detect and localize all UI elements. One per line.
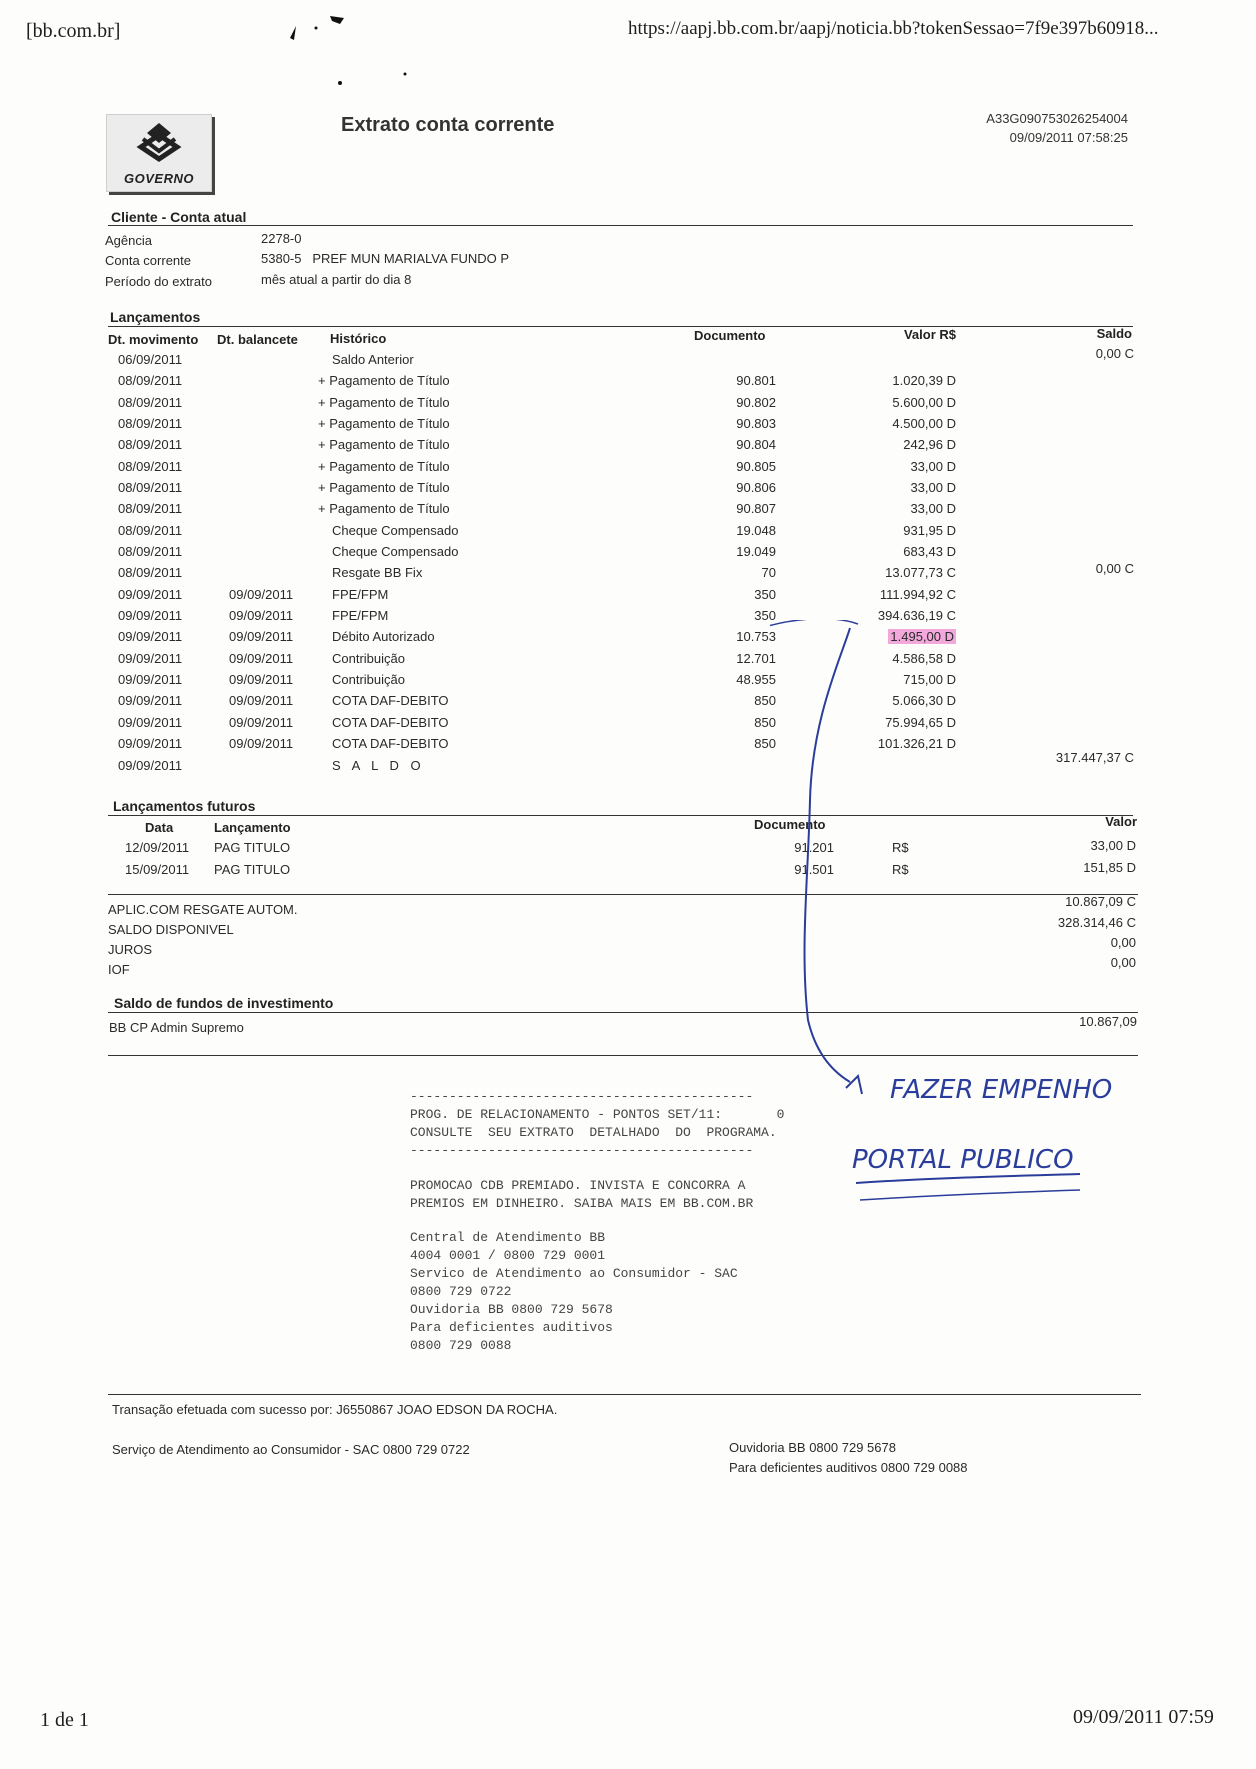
cell-dt-balancete-text: 09/09/2011 bbox=[229, 736, 294, 751]
cell-dt-balancete-text: 09/09/2011 bbox=[229, 672, 294, 687]
cell-historico bbox=[332, 352, 414, 367]
cell-dt-balancete-text: 09/09/2011 bbox=[229, 693, 294, 708]
field-label-agencia: Agência bbox=[105, 233, 152, 248]
col-header-saldo: Saldo bbox=[1096, 326, 1132, 341]
contact-line: Central de Atendimento BB bbox=[410, 1230, 606, 1245]
scan-specks bbox=[280, 8, 420, 93]
ouvidoria-info: Ouvidoria BB 0800 729 5678 bbox=[729, 1440, 896, 1455]
cell-dt-movimento-text: 08/09/2011 bbox=[118, 373, 183, 388]
cell-dt-balancete bbox=[229, 587, 293, 602]
message-dashes-bottom: -------------------------------------------- bbox=[410, 1143, 754, 1158]
cell-lancamento: PAG TITULO bbox=[214, 862, 291, 877]
cell-dt-movimento-text: 08/09/2011 bbox=[118, 395, 183, 410]
cell-dt-movimento bbox=[118, 672, 182, 687]
cell-documento bbox=[680, 651, 776, 666]
table-row bbox=[0, 587, 1256, 608]
cell-valor bbox=[830, 480, 956, 495]
cell-valor-text: 4.500,00 D bbox=[892, 416, 956, 431]
cell-valor bbox=[830, 544, 956, 559]
cell-documento bbox=[680, 587, 776, 602]
cell-documento-text: 70 bbox=[761, 565, 776, 580]
table-row bbox=[0, 437, 1256, 458]
cell-dt-balancete-text: 09/09/2011 bbox=[229, 608, 294, 623]
cell-historico-text: FPE/FPM bbox=[332, 587, 389, 602]
cell-documento bbox=[680, 715, 776, 730]
table-row bbox=[0, 561, 1256, 586]
cell-historico bbox=[332, 523, 458, 538]
cell-documento bbox=[680, 672, 776, 687]
cell-historico bbox=[332, 715, 449, 730]
cell-documento-text: 19.049 bbox=[736, 544, 776, 559]
cell-historico-text: + Pagamento de Título bbox=[318, 373, 450, 388]
contact-line: Para deficientes auditivos bbox=[410, 1320, 613, 1335]
cell-dt-movimento bbox=[118, 459, 182, 474]
contact-line: 4004 0001 / 0800 729 0001 bbox=[410, 1248, 606, 1263]
cell-documento-text: 90.807 bbox=[736, 501, 776, 516]
logo-text: GOVERNO bbox=[124, 171, 194, 186]
table-row bbox=[0, 480, 1256, 501]
cell-documento-text: 90.805 bbox=[736, 459, 776, 474]
cell-lancamento: PAG TITULO bbox=[214, 840, 291, 855]
resumo-value: 0,00 bbox=[1110, 955, 1136, 970]
cell-dt-movimento-text: 09/09/2011 bbox=[118, 629, 183, 644]
cell-dt-movimento-text: 08/09/2011 bbox=[118, 523, 183, 538]
cell-valor bbox=[830, 523, 956, 538]
cell-documento bbox=[680, 416, 776, 431]
cell-dt-movimento-text: 09/09/2011 bbox=[118, 758, 183, 773]
message-dashes-top: -------------------------------------------- bbox=[410, 1089, 754, 1104]
table-row bbox=[0, 501, 1256, 522]
cell-dt-movimento-text: 09/09/2011 bbox=[118, 672, 183, 687]
cell-dt-movimento-text: 09/09/2011 bbox=[118, 608, 183, 623]
field-label-periodo: Período do extrato bbox=[105, 274, 212, 289]
cell-dt-balancete bbox=[229, 715, 293, 730]
cell-valor-text: 4.586,58 D bbox=[892, 651, 956, 666]
cell-valor bbox=[830, 416, 956, 431]
cell-dt-movimento bbox=[118, 693, 182, 708]
cell-historico-text: + Pagamento de Título bbox=[318, 395, 450, 410]
cell-valor bbox=[830, 437, 956, 452]
cell-historico bbox=[332, 629, 435, 644]
cell-dt-movimento bbox=[118, 758, 182, 773]
cell-historico-text: Débito Autorizado bbox=[332, 629, 435, 644]
transaction-info: Transação efetuada com sucesso por: J6550867 JOAO EDSON DA ROCHA. bbox=[112, 1402, 558, 1417]
section-title-futuros: Lançamentos futuros bbox=[113, 798, 256, 814]
cell-historico-text: Cheque Compensado bbox=[332, 544, 459, 559]
cell-historico bbox=[318, 373, 450, 388]
section-title-fundos: Saldo de fundos de investimento bbox=[114, 995, 334, 1011]
table-row bbox=[0, 523, 1256, 544]
document-datetime: 09/09/2011 07:58:25 bbox=[1009, 130, 1128, 145]
cell-historico bbox=[318, 459, 450, 474]
cell-dt-movimento bbox=[118, 523, 182, 538]
cell-dt-balancete bbox=[229, 629, 293, 644]
cell-historico-text: COTA DAF-DEBITO bbox=[332, 693, 449, 708]
cell-dt-balancete-text: 09/09/2011 bbox=[229, 629, 294, 644]
table-row bbox=[0, 373, 1256, 394]
cell-dt-movimento-text: 09/09/2011 bbox=[118, 736, 183, 751]
cell-valor: 33,00 D bbox=[1090, 838, 1136, 853]
cell-historico bbox=[332, 565, 422, 580]
cell-documento bbox=[680, 693, 776, 708]
cell-valor-text: 1.495,00 D bbox=[890, 629, 954, 644]
cell-valor-text: 5.600,00 D bbox=[892, 395, 956, 410]
message-promo-line1: PROMOCAO CDB PREMIADO. INVISTA E CONCORRA A bbox=[410, 1178, 746, 1193]
cell-dt-movimento bbox=[118, 416, 182, 431]
cell-dt-balancete bbox=[229, 736, 293, 751]
cell-historico-text: + Pagamento de Título bbox=[318, 459, 450, 474]
cell-valor bbox=[830, 501, 956, 516]
table-row bbox=[0, 416, 1256, 437]
cell-historico-text: Saldo Anterior bbox=[332, 352, 414, 367]
cell-documento-text: 850 bbox=[754, 736, 776, 751]
cell-documento bbox=[680, 736, 776, 751]
cell-dt-movimento-text: 08/09/2011 bbox=[118, 459, 183, 474]
cell-dt-balancete-text: 09/09/2011 bbox=[229, 715, 294, 730]
cell-dt-balancete-text: 09/09/2011 bbox=[229, 651, 294, 666]
cell-historico bbox=[332, 651, 405, 666]
cell-historico-text: + Pagamento de Título bbox=[318, 480, 450, 495]
cell-historico-text: Contribuição bbox=[332, 672, 405, 687]
cell-saldo-text: 317.447,37 C bbox=[1055, 750, 1134, 765]
browser-url: https://aapj.bb.com.br/aapj/noticia.bb?tokenSessao=7f9e397b60918... bbox=[628, 18, 1159, 39]
cell-historico bbox=[332, 587, 388, 602]
cell-historico-text: Contribuição bbox=[332, 651, 405, 666]
cell-historico-text: + Pagamento de Título bbox=[318, 416, 450, 431]
cell-historico bbox=[318, 437, 450, 452]
contact-line: 0800 729 0088 bbox=[410, 1338, 512, 1353]
cell-historico-text: Cheque Compensado bbox=[332, 523, 459, 538]
handwritten-line2: PORTAL PUBLICO bbox=[852, 1145, 1074, 1175]
cell-historico bbox=[318, 395, 450, 410]
col-header-dt-movimento: Dt. movimento bbox=[108, 332, 199, 347]
col-header-documento: Documento bbox=[694, 328, 766, 343]
cell-valor: 151,85 D bbox=[1083, 860, 1136, 875]
cell-dt-movimento bbox=[118, 544, 182, 559]
sac-info: Serviço de Atendimento ao Consumidor - SAC 0800 729 0722 bbox=[112, 1442, 470, 1457]
cell-valor bbox=[830, 587, 956, 602]
cell-dt-movimento-text: 09/09/2011 bbox=[118, 693, 183, 708]
contact-line: 0800 729 0722 bbox=[410, 1284, 512, 1299]
cell-dt-balancete bbox=[229, 651, 293, 666]
resumo-label: IOF bbox=[108, 962, 130, 977]
cell-historico bbox=[318, 480, 450, 495]
cell-dt-movimento-text: 08/09/2011 bbox=[118, 416, 183, 431]
cell-dt-movimento-text: 08/09/2011 bbox=[118, 544, 183, 559]
cell-dt-movimento bbox=[118, 373, 182, 388]
cell-valor-text: 715,00 D bbox=[903, 672, 956, 687]
cell-dt-movimento-text: 08/09/2011 bbox=[118, 480, 183, 495]
cell-documento bbox=[680, 395, 776, 410]
page-count: 1 de 1 bbox=[40, 1709, 89, 1731]
cell-documento-text: 350 bbox=[754, 587, 776, 602]
cell-dt-movimento bbox=[118, 501, 182, 516]
cell-historico bbox=[332, 544, 458, 559]
print-datetime: 09/09/2011 07:59 bbox=[1073, 1706, 1214, 1728]
fund-value: 10.867,09 bbox=[1079, 1014, 1137, 1029]
field-value-agencia: 2278-0 bbox=[261, 231, 302, 246]
cell-historico bbox=[332, 758, 425, 773]
cell-documento bbox=[680, 544, 776, 559]
cell-dt-movimento bbox=[118, 608, 182, 623]
message-prog-line1: PROG. DE RELACIONAMENTO - PONTOS SET/11: 0 bbox=[410, 1107, 785, 1122]
handwritten-line1: FAZER EMPENHO bbox=[890, 1075, 1113, 1105]
cell-valor-text: 33,00 D bbox=[910, 480, 956, 495]
resumo-label: JUROS bbox=[108, 942, 153, 957]
cell-saldo-text: 0,00 C bbox=[1095, 346, 1134, 361]
cell-moeda: R$ bbox=[892, 862, 909, 877]
cell-dt-movimento bbox=[118, 352, 182, 367]
cell-historico-text: Resgate BB Fix bbox=[332, 565, 423, 580]
cell-dt-movimento bbox=[118, 736, 182, 751]
section-title-cliente: Cliente - Conta atual bbox=[111, 209, 247, 225]
cell-historico bbox=[332, 736, 449, 751]
cell-dt-movimento-text: 08/09/2011 bbox=[118, 437, 183, 452]
cell-dt-movimento bbox=[118, 715, 182, 730]
cell-documento-text: 19.048 bbox=[736, 523, 776, 538]
cell-valor-text: 75.994,65 D bbox=[885, 715, 956, 730]
cell-valor bbox=[830, 373, 956, 388]
cell-valor-text: 683,43 D bbox=[903, 544, 956, 559]
col-header-valor: Valor R$ bbox=[903, 327, 956, 342]
cell-documento bbox=[680, 437, 776, 452]
cell-documento-text: 90.804 bbox=[736, 437, 776, 452]
field-value-conta: 5380-5 PREF MUN MARIALVA FUNDO P bbox=[261, 251, 510, 266]
cell-documento-text: 850 bbox=[754, 693, 776, 708]
cell-dt-movimento bbox=[118, 395, 182, 410]
fund-name: BB CP Admin Supremo bbox=[109, 1020, 244, 1035]
cell-dt-movimento bbox=[118, 437, 182, 452]
contact-line: Ouvidoria BB 0800 729 5678 bbox=[410, 1302, 613, 1317]
cell-valor bbox=[830, 459, 956, 474]
bb-logo-icon bbox=[133, 121, 185, 167]
cell-documento-text: 90.802 bbox=[736, 395, 776, 410]
cell-documento bbox=[680, 373, 776, 388]
table-row bbox=[0, 395, 1256, 416]
cell-valor bbox=[830, 395, 956, 410]
cell-saldo bbox=[1000, 346, 1134, 361]
cell-historico bbox=[318, 501, 450, 516]
cell-dt-movimento-text: 09/09/2011 bbox=[118, 651, 183, 666]
bank-logo bbox=[106, 114, 212, 192]
handwritten-annotation bbox=[770, 620, 1170, 1220]
col-header-lancamento: Lançamento bbox=[214, 820, 291, 835]
divider bbox=[108, 326, 1133, 327]
cell-valor-text: 931,95 D bbox=[903, 523, 956, 538]
resumo-value: 328.314,46 C bbox=[1057, 915, 1136, 930]
cell-valor-text: 111.994,92 C bbox=[879, 587, 956, 602]
cell-valor bbox=[830, 565, 956, 580]
cell-documento bbox=[680, 501, 776, 516]
cell-documento-text: 850 bbox=[754, 715, 776, 730]
cell-documento-text: 48.955 bbox=[736, 672, 776, 687]
cell-documento bbox=[680, 565, 776, 580]
cell-valor-text: 33,00 D bbox=[910, 501, 956, 516]
cell-data: 15/09/2011 bbox=[125, 862, 190, 877]
cell-documento: 91.201 bbox=[794, 840, 834, 855]
cell-documento bbox=[680, 459, 776, 474]
resumo-label: SALDO DISPONIVEL bbox=[108, 922, 234, 937]
col-header-historico: Histórico bbox=[330, 331, 387, 346]
cell-dt-balancete bbox=[229, 693, 293, 708]
cell-historico-text: S A L D O bbox=[332, 758, 425, 773]
cell-dt-movimento bbox=[118, 629, 182, 644]
cell-historico bbox=[332, 672, 405, 687]
cell-dt-movimento bbox=[118, 480, 182, 495]
table-row bbox=[0, 346, 1256, 373]
col-header-fut-valor: Valor bbox=[1105, 814, 1137, 829]
page-title: Extrato conta corrente bbox=[341, 114, 555, 136]
cell-dt-movimento bbox=[118, 587, 182, 602]
cell-historico-text: + Pagamento de Título bbox=[318, 501, 450, 516]
cell-documento-text: 10.753 bbox=[736, 629, 776, 644]
cell-documento-text: 90.801 bbox=[736, 373, 776, 388]
cell-valor-text: 13.077,73 C bbox=[885, 565, 956, 580]
cell-documento-text: 12.701 bbox=[736, 651, 776, 666]
section-title-lancamentos: Lançamentos bbox=[110, 309, 201, 325]
cell-dt-movimento-text: 08/09/2011 bbox=[118, 565, 183, 580]
col-header-fut-documento: Documento bbox=[754, 817, 826, 832]
message-promo-line2: PREMIOS EM DINHEIRO. SAIBA MAIS EM BB.COM.BR bbox=[410, 1196, 754, 1211]
cell-valor-text: 5.066,30 D bbox=[892, 693, 956, 708]
message-prog-line2: CONSULTE SEU EXTRATO DETALHADO DO PROGRAMA. bbox=[410, 1125, 777, 1140]
field-label-conta: Conta corrente bbox=[105, 253, 191, 268]
resumo-value: 0,00 bbox=[1110, 935, 1136, 950]
cell-valor-text: 394.636,19 C bbox=[877, 608, 956, 623]
document-code: A33G090753026254004 bbox=[986, 111, 1128, 126]
cell-dt-movimento bbox=[118, 651, 182, 666]
deficientes-info: Para deficientes auditivos 0800 729 0088 bbox=[729, 1460, 968, 1475]
cell-dt-balancete bbox=[229, 672, 293, 687]
cell-historico-text: FPE/FPM bbox=[332, 608, 389, 623]
cell-dt-movimento-text: 08/09/2011 bbox=[118, 501, 183, 516]
cell-historico-text: + Pagamento de Título bbox=[318, 437, 450, 452]
field-value-periodo: mês atual a partir do dia 8 bbox=[261, 272, 412, 287]
cell-documento bbox=[680, 629, 776, 644]
cell-documento bbox=[680, 608, 776, 623]
cell-valor-text: 101.326,21 D bbox=[877, 736, 956, 751]
cell-valor-text: 242,96 D bbox=[903, 437, 956, 452]
cell-valor-text: 33,00 D bbox=[910, 459, 956, 474]
col-header-dt-balancete: Dt. balancete bbox=[217, 332, 298, 347]
cell-dt-balancete-text: 09/09/2011 bbox=[229, 587, 294, 602]
cell-historico bbox=[332, 693, 449, 708]
cell-historico-text: COTA DAF-DEBITO bbox=[332, 736, 449, 751]
cell-documento-text: 90.803 bbox=[736, 416, 776, 431]
cell-dt-balancete bbox=[229, 608, 293, 623]
cell-data: 12/09/2011 bbox=[125, 840, 190, 855]
divider bbox=[108, 1394, 1141, 1395]
resumo-value: 10.867,09 C bbox=[1065, 894, 1136, 909]
cell-historico bbox=[332, 608, 388, 623]
cell-documento bbox=[680, 523, 776, 538]
table-row bbox=[0, 459, 1256, 480]
cell-documento: 91.501 bbox=[794, 862, 834, 877]
cell-dt-movimento bbox=[118, 565, 182, 580]
cell-documento-text: 350 bbox=[754, 608, 776, 623]
cell-moeda: R$ bbox=[892, 840, 909, 855]
cell-saldo bbox=[1000, 561, 1134, 576]
cell-dt-movimento-text: 09/09/2011 bbox=[118, 587, 183, 602]
cell-historico-text: COTA DAF-DEBITO bbox=[332, 715, 449, 730]
cell-historico bbox=[318, 416, 450, 431]
contact-line: Servico de Atendimento ao Consumidor - SAC bbox=[410, 1266, 738, 1281]
cell-documento-text: 90.806 bbox=[736, 480, 776, 495]
divider bbox=[108, 225, 1133, 226]
cell-documento bbox=[680, 480, 776, 495]
resumo-label: APLIC.COM RESGATE AUTOM. bbox=[108, 902, 298, 917]
cell-dt-movimento-text: 09/09/2011 bbox=[118, 715, 183, 730]
cell-dt-movimento-text: 06/09/2011 bbox=[118, 352, 183, 367]
cell-valor-text: 1.020,39 D bbox=[892, 373, 956, 388]
cell-saldo-text: 0,00 C bbox=[1095, 561, 1134, 576]
col-header-data: Data bbox=[145, 820, 174, 835]
browser-site-label: [bb.com.br] bbox=[26, 20, 121, 42]
